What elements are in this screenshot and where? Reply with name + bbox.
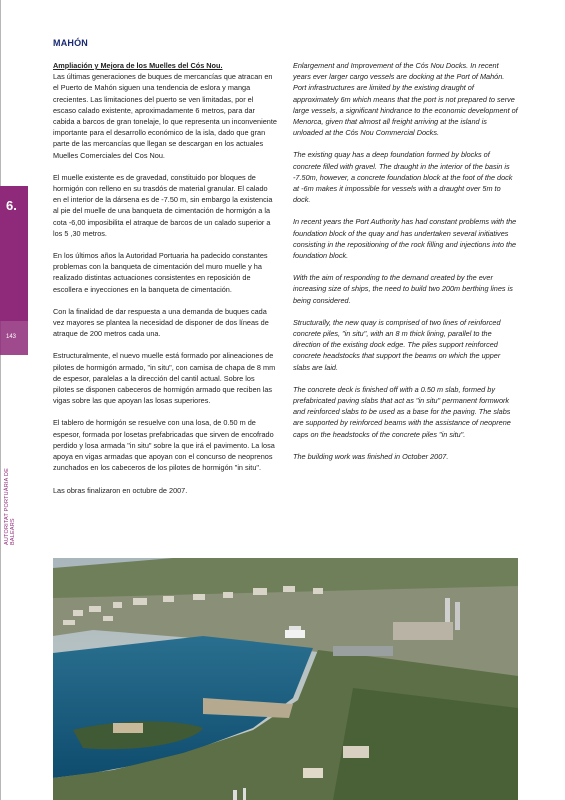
- spanish-paragraph: En los últimos años la Autoridad Portuaria ha padecido constantes problemas con la banqueta de cimentación del muro muelle y ha realizado distintas actuaciones consistentes en reposición de escollera e inyecciones en la banqueta de cimentación.: [53, 251, 268, 294]
- spanish-heading: Ampliación y Mejora de los Muelles del Cós Nou.: [53, 61, 223, 70]
- english-paragraph: The building work was finished in October 2007.: [293, 451, 449, 461]
- english-paragraph: In recent years the Port Authority has had constant problems with the foundation block of the quay and has undertaken several initiatives consisting in the repositioning of the rock filling and injections into the foundation block.: [293, 217, 517, 261]
- english-paragraph: With the aim of responding to the demand created by the ever increasing size of ships, the need to build two 200m berthing lines is being considered.: [293, 273, 513, 305]
- section-title: MAHÓN: [53, 38, 88, 48]
- spanish-column: [53, 60, 277, 507]
- spanish-paragraph: Estructuralmente, el nuevo muelle está formado por alineaciones de pilotes de hormigón armado, "in situ", con camisa de chapa de 8 mm de espesor, paralelas a la dirección del cantil actual. Sobre los pilotes se disponen cabeceros de hormigón armado que reciben las vigas sobre las que apoyan las losas superiores.: [53, 351, 276, 406]
- spanish-paragraph: El tablero de hormigón se resuelve con una losa, de 0.50 m de espesor, formada por losetas prefabricadas que sirven de encofrado perdido y losa armada "in situ" sobre la que irá el pavimento. La losa apoya en vigas armadas que apoyan con el concurso de neoprenos zunchados en los cabeceros de los pilotes de hormigón "in situ".: [53, 418, 275, 473]
- english-column: [293, 60, 518, 473]
- sidebar-divider: [0, 0, 1, 800]
- english-paragraph: The concrete deck is finished off with a 0.50 m slab, formed by prefabricated paving slabs that act as "in situ" permanent formwork and reinforced slabs to be used as a base for the paving. The slabs are supported by reinforced beams with the assistance of neoprene caps on the headstocks of the concrete piles "in situ".: [293, 384, 511, 439]
- english-paragraph: Enlargement and Improvement of the Cós Nou Docks. In recent years ever larger cargo vessels are docking at the Port of Mahón. Port infrastructures are limited by the existing draught of approximately 6m which means that the port is not prepared to serve large vessels, a significant hindrance to the economic development of Menorca, given that almost all freight arriving at the island is unloaded at the Cós Nou Commercial Docks.: [293, 61, 518, 138]
- spanish-paragraph: Con la finalidad de dar respuesta a una demanda de buques cada vez mayores se plantea la necesidad de disponer de dos líneas de atraque de 200 metros cada una.: [53, 306, 269, 339]
- aerial-harbour-photo: [53, 558, 518, 800]
- sailboat-mast: [233, 790, 237, 800]
- vertical-publisher-label: AUTORITAT PORTUÀRIA DE BALEARS: [4, 468, 16, 545]
- foreground-house: [343, 746, 369, 758]
- spanish-paragraph: Las últimas generaciones de buques de mercancías que atracan en el Puerto de Mahón siguen una tendencia de eslora y manga crecientes. Las limitaciones del puerto se ven limitadas, por el escaso calado existente, aproximadamente 6 metros, para dar cabida a barcos de gran tonelaje, lo que representa un inconveniente importante para el desarrollo económico de la isla, dado que gran parte de las mercancías que llegan se descargan en los actuales Muelles Comerciales del Cos Nou.: [53, 72, 277, 160]
- spanish-paragraph: Las obras finalizaron en octubre de 2007.: [53, 485, 188, 495]
- foreground-trees: [333, 688, 518, 800]
- page-number: 143: [6, 334, 17, 340]
- cos-nou-dock: [333, 646, 393, 656]
- english-paragraph: Structurally, the new quay is comprised of two lines of reinforced concrete piles, "in situ", with an 8 m thick lining, parallel to the direction of the existing dock edge. The piles support reinforced concrete headstocks that support the beams on which the upper slabs are laid.: [293, 317, 501, 372]
- spanish-paragraph: El muelle existente es de gravedad, constituido por bloques de hormigón con relleno en su trasdós de material granular. El calado en el interior de la dársena es de -7.50 m, sin embargo la existencia al pie del muelle de una banqueta de cimentación de hormigón a la cota -6,00 imposibilita el atraque de barcos de un calado superior a los 5 ,30 metros.: [53, 172, 273, 238]
- industrial-buildings: [393, 622, 453, 640]
- cruise-ship: [285, 630, 305, 638]
- aerial-photo-illustration: [53, 558, 518, 800]
- chapter-number: 6.: [6, 198, 17, 213]
- english-paragraph: The existing quay has a deep foundation formed by blocks of concrete filled with gravel. The draught in the interior of the basin is -7.50m, however, a concrete foundation block at the foot of the dock at -6m makes it impossible for vessels with a draught over 5m to dock.: [293, 150, 513, 205]
